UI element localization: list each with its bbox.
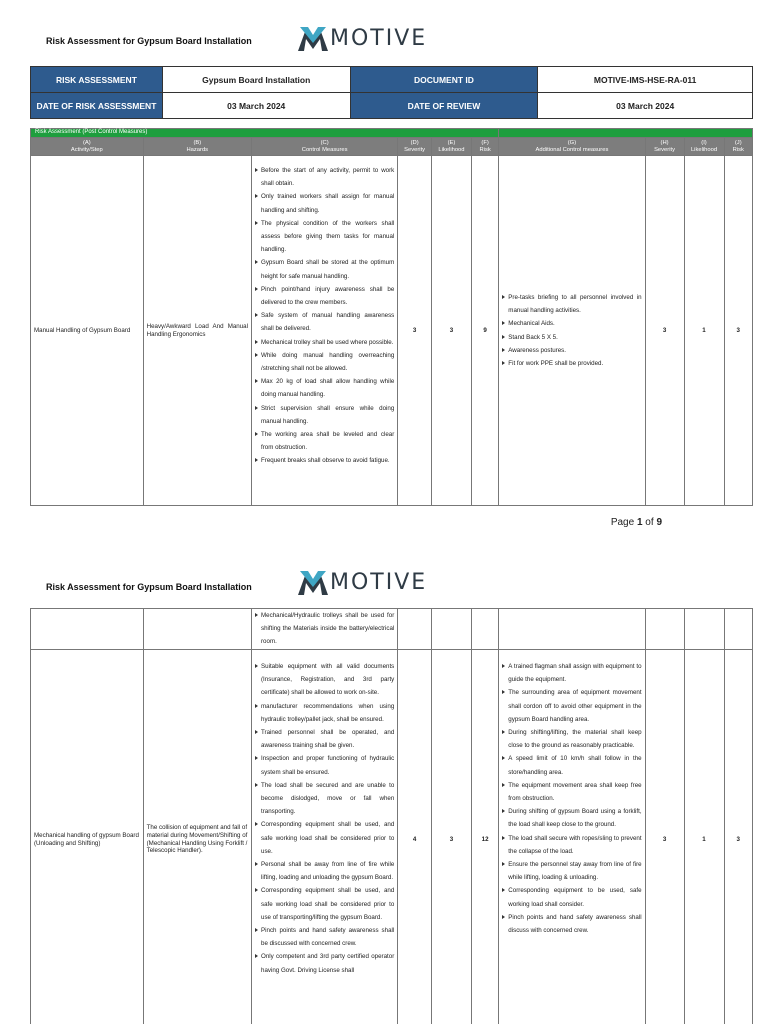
date-of-ra-value: 03 March 2024 — [162, 93, 350, 119]
control-item: A trained flagman shall assign with equipment to guide the equipment. — [502, 660, 641, 686]
motive-logo-icon — [298, 25, 328, 51]
page-of: of — [642, 517, 657, 528]
severity-cell: 3 — [398, 156, 432, 506]
control-item: A speed limit of 10 km/h shall follow in the store/handling area. — [502, 752, 641, 778]
activity-cell: Mechanical handling of gypsum Board (Unloading and Shifting) — [31, 650, 144, 1024]
likelihood-cell — [431, 609, 471, 650]
additional-controls-list — [502, 660, 641, 937]
column-code: (J) — [734, 139, 742, 146]
additional-controls-cell — [499, 650, 645, 1024]
additional-controls-cell — [499, 609, 645, 650]
column-header — [143, 138, 251, 156]
table-row — [31, 156, 753, 506]
table-row — [31, 650, 753, 1024]
controls-cell — [252, 609, 398, 650]
control-item: Ensure the personnel stay away from line of fire while lifting, loading & unloading. — [502, 858, 641, 884]
control-item: Suitable equipment with all valid documents (Insurance, Registration, and 3rd party certificate) shall be allowed to work on-site. — [255, 660, 394, 700]
document-id-label: DOCUMENT ID — [350, 67, 538, 93]
control-item: Max 20 kg of load shall allow handling while doing manual handling. — [255, 375, 394, 401]
page-2 — [0, 562, 768, 1024]
page-total: 9 — [656, 517, 662, 528]
control-item: Stand Back 5 X 5. — [502, 331, 641, 344]
control-item: Safe system of manual handling awareness shall be delivered. — [255, 309, 394, 335]
control-item: Before the start of any activity, permit to work shall obtain. — [255, 164, 394, 190]
page-current: 1 — [636, 517, 643, 528]
column-header — [724, 138, 753, 156]
column-code: (F) — [481, 139, 489, 146]
control-item: The physical condition of the workers shall assess before giving them tasks for manual handling. — [255, 217, 394, 257]
control-item: Mechanical/Hydraulic trolleys shall be used for shifting the Materials inside the battery/electrical room. — [255, 609, 394, 649]
section-label-right — [499, 129, 753, 138]
control-item: Corresponding equipment shall be used, and safe working load shall be considered prior to use of transporting/lifting the gypsum Board. — [255, 884, 394, 924]
date-of-review-label: DATE OF REVIEW — [350, 93, 538, 119]
logo-text: MOTIVE — [330, 569, 428, 595]
control-item: Frequent breaks shall observe to avoid fatigue. — [255, 454, 394, 467]
risk-table — [30, 128, 753, 506]
residual-likelihood-cell: 1 — [684, 650, 724, 1024]
control-item: Fit for work PPE shall be provided. — [502, 357, 641, 370]
column-name: Additional Control measures — [535, 146, 609, 153]
control-item: Awareness postures. — [502, 344, 641, 357]
risk-assessment-value: Gypsum Board Installation — [162, 67, 350, 93]
motive-logo — [298, 24, 427, 52]
column-header-row — [31, 138, 753, 156]
control-item: Inspection and proper functioning of hydraulic system shall be ensured. — [255, 752, 394, 778]
column-code: (E) — [447, 139, 456, 146]
control-item: Personal shall be away from line of fire while lifting, loading and unloading the gypsum Board. — [255, 858, 394, 884]
column-header — [398, 138, 432, 156]
hazard-cell: The collision of equipment and fall of material during Movement/Shifting of (Mechanical Handling Using Forklift / Telescopic Handler). — [143, 650, 251, 1024]
logo-text: MOTIVE — [330, 25, 428, 51]
risk-cell: 12 — [471, 650, 498, 1024]
residual-likelihood-cell — [684, 609, 724, 650]
column-header — [252, 138, 398, 156]
column-header — [499, 138, 645, 156]
control-item: Strict supervision shall ensure while doing manual handling. — [255, 402, 394, 428]
column-name: Severity — [654, 146, 676, 153]
risk-table-continued — [30, 608, 753, 1024]
control-item: During shifting/lifting, the material shall keep close to the ground as reasonably practicable. — [502, 726, 641, 752]
controls-list — [255, 164, 394, 468]
residual-risk-cell — [724, 609, 753, 650]
activity-cell: Manual Handling of Gypsum Board — [31, 156, 144, 506]
document-title: Risk Assessment for Gypsum Board Installation — [46, 36, 252, 46]
column-name: Likelihood — [438, 146, 465, 153]
likelihood-cell: 3 — [431, 650, 471, 1024]
column-name: Activity/Step — [70, 146, 103, 153]
control-item: Mechanical trolley shall be used where possible. — [255, 336, 394, 349]
residual-severity-cell: 3 — [645, 650, 684, 1024]
column-header — [684, 138, 724, 156]
control-item: Pinch points and hand safety awareness shall discuss with concerned crew. — [502, 911, 641, 937]
column-code: (B) — [193, 139, 202, 146]
column-header — [471, 138, 498, 156]
severity-cell: 4 — [398, 650, 432, 1024]
column-code: (A) — [82, 139, 91, 146]
control-item: Only competent and 3rd party certified operator having Govt. Driving License shall — [255, 950, 394, 976]
control-item: Trained personnel shall be operated, and awareness training shall be given. — [255, 726, 394, 752]
column-code: (D) — [410, 139, 419, 146]
risk-assessment-label: RISK ASSESSMENT — [31, 67, 163, 93]
control-item: Corresponding equipment to be used, safe working load shall consider. — [502, 884, 641, 910]
column-code: (C) — [320, 139, 329, 146]
page-prefix: Page — [610, 517, 637, 528]
date-of-review-value: 03 March 2024 — [538, 93, 753, 119]
control-item: The load shall be secured and are unable to become dislodged, move or fall when transporting. — [255, 779, 394, 819]
document-info-table — [30, 66, 753, 119]
control-item: The surrounding area of equipment movement shall cordon off to avoid other equipment in the gypsum Board handling area. — [502, 686, 641, 726]
risk-cell — [471, 609, 498, 650]
column-name: Likelihood — [690, 146, 718, 153]
column-header — [31, 138, 144, 156]
column-code: (G) — [567, 139, 577, 146]
likelihood-cell: 3 — [431, 156, 471, 506]
controls-cell — [252, 650, 398, 1024]
motive-logo-icon — [298, 569, 328, 595]
control-item: The load shall secure with ropes/sling to prevent the collapse of the load. — [502, 832, 641, 858]
control-item: Pinch points and hand safety awareness shall be discussed with concerned crew. — [255, 924, 394, 950]
controls-cell — [252, 156, 398, 506]
control-item: Corresponding equipment shall be used, and safe working load shall be considered prior to use. — [255, 818, 394, 858]
column-code: (H) — [660, 139, 669, 146]
additional-controls-cell — [499, 156, 645, 506]
column-name: Risk — [479, 146, 491, 153]
activity-cell — [31, 609, 144, 650]
control-item: While doing manual handling overreaching /stretching shall not be allowed. — [255, 349, 394, 375]
additional-controls-list — [502, 291, 641, 370]
control-item: The equipment movement area shall keep free from obstruction. — [502, 779, 641, 805]
column-name: Risk — [732, 146, 744, 153]
control-item: During shifting of gypsum Board using a forklift, the load shall keep close to the ground. — [502, 805, 641, 831]
column-name: Hazards — [186, 146, 209, 153]
page-number — [611, 517, 662, 528]
document-id-value: MOTIVE-IMS-HSE-RA-011 — [538, 67, 753, 93]
date-of-ra-label: DATE OF RISK ASSESSMENT — [31, 93, 163, 119]
column-header — [431, 138, 471, 156]
section-label: Risk Assessment (Post Control Measures) — [31, 129, 499, 138]
column-name: Control Measures — [301, 146, 348, 153]
controls-list — [255, 609, 394, 649]
controls-list — [255, 660, 394, 977]
control-item: Pinch point/hand injury awareness shall be delivered to the crew members. — [255, 283, 394, 309]
residual-severity-cell — [645, 609, 684, 650]
control-item: manufacturer recommendations when using hydraulic trolley/pallet jack, shall be ensured. — [255, 700, 394, 726]
residual-risk-cell: 3 — [724, 650, 753, 1024]
control-item: Mechanical Aids. — [502, 317, 641, 330]
column-code: (I) — [701, 139, 707, 146]
column-header — [645, 138, 684, 156]
severity-cell — [398, 609, 432, 650]
motive-logo — [298, 568, 427, 596]
control-item: Gypsum Board shall be stored at the optimum height for safe manual handling. — [255, 256, 394, 282]
residual-likelihood-cell: 1 — [684, 156, 724, 506]
control-item: Pre-tasks briefing to all personnel involved in manual handling activities. — [502, 291, 641, 317]
residual-severity-cell: 3 — [645, 156, 684, 506]
column-name: Severity — [404, 146, 426, 153]
hazard-cell — [143, 609, 251, 650]
document-title: Risk Assessment for Gypsum Board Installation — [46, 582, 252, 592]
control-item: Only trained workers shall assign for manual handling and shifting. — [255, 190, 394, 216]
table-row-carryover — [31, 609, 753, 650]
residual-risk-cell: 3 — [724, 156, 753, 506]
risk-cell: 9 — [471, 156, 498, 506]
hazard-cell: Heavy/Awkward Load And Manual Handling Ergonomics — [143, 156, 251, 506]
control-item: The working area shall be leveled and clear from obstruction. — [255, 428, 394, 454]
